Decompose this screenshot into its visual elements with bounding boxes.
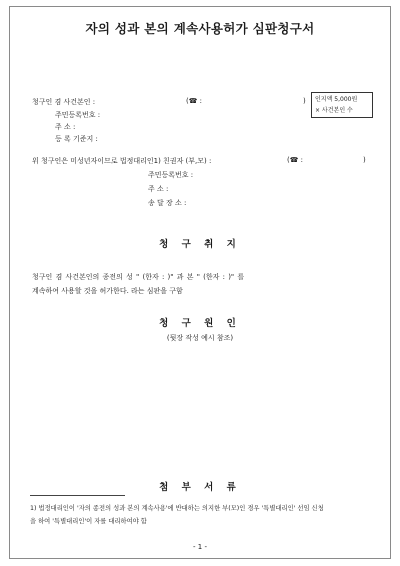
- guardian-delivery-label: 송 달 장 소 :: [148, 199, 187, 207]
- guardian-address-label: 주 소 :: [148, 185, 169, 193]
- guardian-intro: 위 청구인은 미성년자이므로 법정대리인1) 친권자 (부,모) :: [32, 157, 212, 165]
- page-border: [9, 6, 391, 559]
- stamp-fee-line2: × 사건본인 수: [315, 107, 353, 114]
- page-number: - 1 -: [193, 543, 207, 551]
- applicant-label: 청구인 겸 사건본인 :: [32, 98, 96, 106]
- document-title: 자의 성과 본의 계속사용허가 심판청구서: [85, 21, 315, 36]
- attachments-heading: 첨 부 서 류: [159, 482, 241, 493]
- guardian-phone-label: (☎ :: [287, 156, 304, 164]
- applicant-address-label: 주 소 :: [55, 123, 76, 131]
- footnote-line2: 을 하여 '특별대리인'이 자를 대리하여야 함: [30, 518, 147, 525]
- purpose-line2: 계속하여 사용할 것을 허가한다. 라는 심판을 구함: [32, 287, 183, 295]
- footnote-divider: [30, 495, 125, 496]
- applicant-resident-no-label: 주민등록번호 :: [55, 111, 101, 119]
- applicant-phone-label: (☎ :: [186, 97, 203, 105]
- cause-note: (뒷장 작성 예시 참조): [166, 334, 234, 342]
- applicant-phone-close: ): [303, 97, 306, 105]
- applicant-registration-base-label: 등 록 기준지 :: [55, 135, 98, 143]
- cause-heading: 청 구 원 인: [159, 318, 241, 329]
- guardian-phone-close: ): [363, 156, 366, 164]
- guardian-resident-no-label: 주민등록번호 :: [148, 171, 194, 179]
- footnote-line1: 1) 법정대리인이 '자의 종전의 성과 본의 계속사용'에 반대하는 의지한 부(모)인 경우 '특별대리인' 선임 신청: [30, 505, 324, 512]
- purpose-line1: 청구인 겸 사건본인의 종전의 성 " (한자 : )" 과 본 " (한자 : )" 를: [32, 273, 245, 281]
- stamp-fee-box: [311, 92, 373, 118]
- stamp-fee-line1: 인지액 5,000원: [315, 96, 358, 103]
- purpose-heading: 청 구 취 지: [159, 239, 241, 250]
